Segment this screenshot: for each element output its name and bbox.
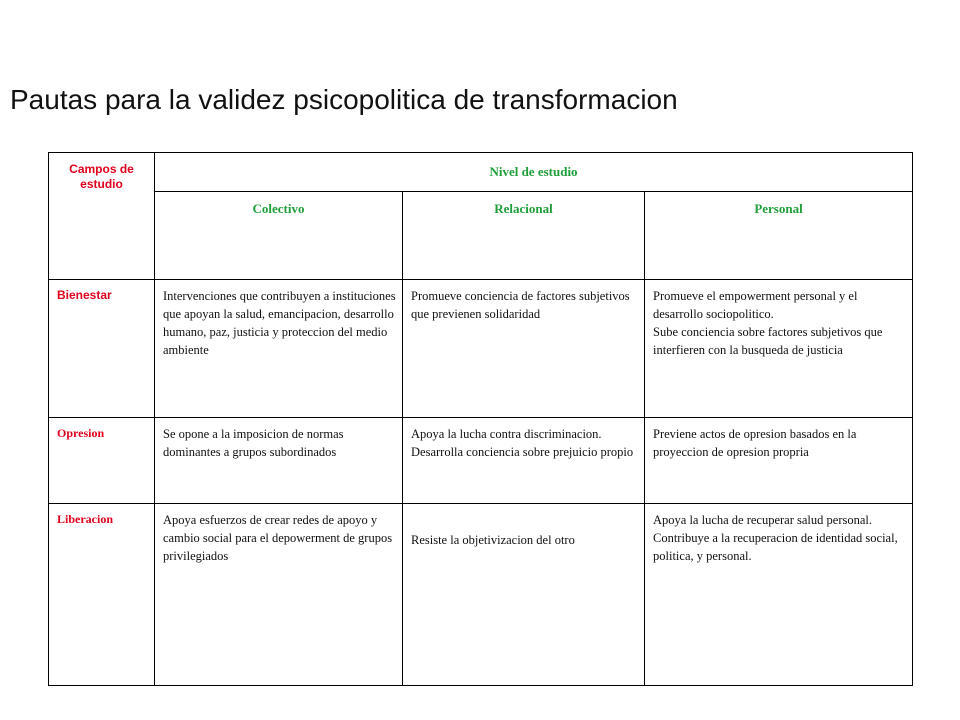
cell-liberacion-personal-line1: Apoya la lucha de recuperar salud personal. bbox=[653, 513, 873, 527]
header-row-sub bbox=[49, 192, 913, 280]
row-label-opresion: Opresion bbox=[49, 418, 155, 504]
header-campos-de-estudio: Campos de estudio bbox=[49, 153, 155, 280]
cell-bienestar-relacional: Promueve conciencia de factores subjetivos que previenen solidaridad bbox=[403, 280, 645, 418]
cell-bienestar-colectivo: Intervenciones que contribuyen a instituciones que apoyan la salud, emancipacion, desarrollo humano, paz, justicia y proteccion del medio ambiente bbox=[155, 280, 403, 418]
row-label-liberacion: Liberacion bbox=[49, 504, 155, 686]
header-personal: Personal bbox=[645, 192, 913, 280]
cell-liberacion-personal bbox=[645, 504, 913, 686]
cell-liberacion-relacional bbox=[403, 504, 645, 686]
cell-bienestar-personal-line1: Promueve el empowerment personal y el desarrollo sociopolitico. bbox=[653, 289, 858, 321]
cell-liberacion-personal-line2: Contribuye a la recuperacion de identidad social, politica, y personal. bbox=[653, 531, 898, 563]
cell-opresion-relacional: Apoya la lucha contra discriminacion. Desarrolla conciencia sobre prejuicio propio bbox=[403, 418, 645, 504]
table-row-opresion bbox=[49, 418, 913, 504]
cell-bienestar-personal bbox=[645, 280, 913, 418]
header-colectivo: Colectivo bbox=[155, 192, 403, 280]
cell-liberacion-relacional-text: Resiste la objetivizacion del otro bbox=[411, 533, 575, 547]
slide-title: Pautas para la validez psicopolitica de transformacion bbox=[10, 84, 678, 115]
header-row-top bbox=[49, 153, 913, 192]
header-relacional: Relacional bbox=[403, 192, 645, 280]
cell-liberacion-colectivo: Apoya esfuerzos de crear redes de apoyo y cambio social para el depowerment de grupos privilegiados bbox=[155, 504, 403, 686]
cell-opresion-colectivo: Se opone a la imposicion de normas dominantes a grupos subordinados bbox=[155, 418, 403, 504]
cell-bienestar-personal-line2: Sube conciencia sobre factores subjetivos que interfieren con la busqueda de justicia bbox=[653, 325, 883, 357]
validity-table bbox=[48, 152, 913, 686]
cell-opresion-personal: Previene actos de opresion basados en la proyeccion de opresion propria bbox=[645, 418, 913, 504]
row-label-bienestar: Bienestar bbox=[49, 280, 155, 418]
table-row-bienestar bbox=[49, 280, 913, 418]
header-nivel-de-estudio: Nivel de estudio bbox=[155, 153, 913, 192]
table-row-liberacion bbox=[49, 504, 913, 686]
